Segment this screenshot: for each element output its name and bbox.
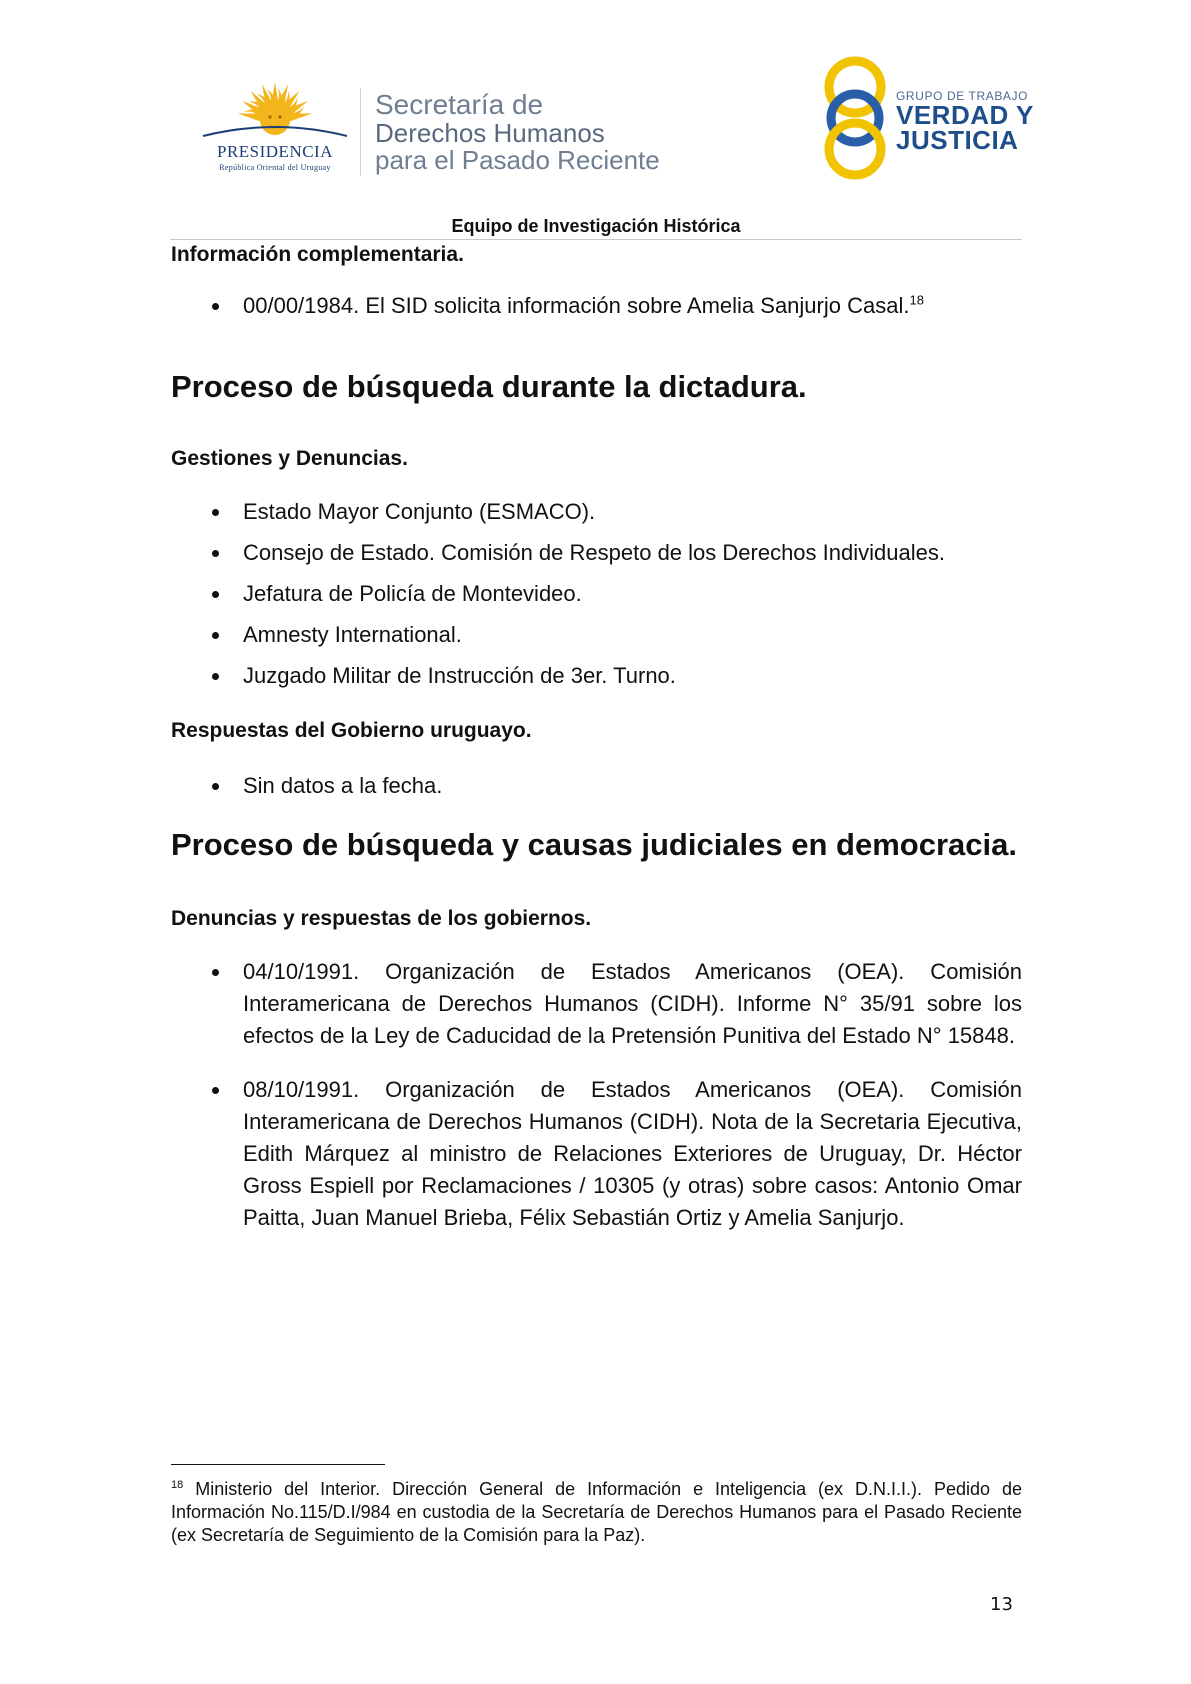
bullet-icon [212,550,219,557]
secretaria-logo-text [375,90,660,174]
footnote-text: Ministerio del Interior. Dirección General de Información e Inteligencia (ex D.N.I.I.). Pedido de Información No.115/D.I/984 en custodia de la Secretaría de Derechos Humanos para el Pasado Reciente (ex Secretaría de Seguimiento de la Comisión para la Paz). [171,1479,1022,1545]
list-item [171,290,1022,322]
gestion-text: Amnesty International. [243,622,462,647]
bullet-icon [212,783,219,790]
verdad-justicia-logo-text [896,89,1034,153]
list-item [171,956,1022,1052]
info-list [171,290,1022,322]
vyj-verdad-label: VERDAD Y [896,100,1034,130]
respuesta-text: Sin datos a la fecha. [243,773,443,798]
gestion-text: Estado Mayor Conjunto (ESMACO). [243,499,596,524]
list-item [171,1074,1022,1234]
info-item-text: 00/00/1984. El SID solicita información sobre Amelia Sanjurjo Casal. [243,293,910,318]
presidencia-word: PRESIDENCIA [216,142,333,161]
vyj-justicia-label: JUSTICIA [896,125,1019,155]
denuncias-heading: Denuncias y respuestas de los gobiernos. [171,907,592,930]
page-number: 13 [990,1594,1013,1615]
list-item [171,537,1022,569]
bullet-icon [212,673,219,680]
section-title-democracia: Proceso de búsqueda y causas judiciales en democracia. [171,827,1017,862]
gestion-text: Consejo de Estado. Comisión de Respeto de los Derechos Individuales. [243,540,945,565]
info-heading: Información complementaria. [171,243,464,266]
respuestas-list [171,770,1022,802]
secretaria-line-3: para el Pasado Reciente [375,145,660,175]
vyj-grupo-label: GRUPO DE TRABAJO [896,89,1029,103]
verdad-justicia-rings-icon [820,56,890,180]
bullet-icon [212,632,219,639]
list-item [171,578,1022,610]
list-item [171,660,1022,692]
list-item [171,619,1022,651]
secretaria-line-2: Derechos Humanos [375,118,605,148]
team-title: Equipo de Investigación Histórica [451,216,741,236]
list-item [171,770,1022,802]
section-title-dictadura: Proceso de búsqueda durante la dictadura. [171,369,807,404]
denuncia-text: 08/10/1991. Organización de Estados Americanos (OEA). Comisión Interamericana de Derechos Humanos (CIDH). Nota de la Secretaria Ejecutiva, Edith Márquez al ministro de Relaciones Exteriores de Uruguay, Dr. Héctor Gross Espiell por Reclamaciones / 10305 (y otras) sobre casos: Antonio Omar Paitta, Juan Manuel Brieba, Félix Sebastián Ortiz y Amelia Sanjurjo. [243,1077,1022,1230]
bullet-icon [212,1087,219,1094]
bullet-icon [212,969,219,976]
header-divider [360,88,361,176]
list-item [171,496,1022,528]
gestiones-heading: Gestiones y Denuncias. [171,447,408,470]
gestion-text: Jefatura de Policía de Montevideo. [243,581,582,606]
sun-emblem-icon [195,78,355,148]
denuncias-list [171,956,1022,1234]
gestiones-list [171,496,1022,692]
presidencia-logo [195,78,355,178]
footnote-ref[interactable]: 18 [909,292,924,308]
page-header [0,0,1191,215]
gestion-text: Juzgado Militar de Instrucción de 3er. Turno. [243,663,676,688]
presidencia-subtitle: República Oriental del Uruguay [219,163,331,172]
bullet-icon [212,509,219,516]
secretaria-line-1: Secretaría de [375,89,544,120]
footnote-number: 18 [171,1479,184,1491]
document-body [171,240,1022,1234]
footnote-separator [171,1464,385,1465]
bullet-icon [212,591,219,598]
bullet-icon [212,303,219,310]
respuestas-heading: Respuestas del Gobierno uruguayo. [171,719,532,742]
denuncia-text: 04/10/1991. Organización de Estados Americanos (OEA). Comisión Interamericana de Derechos Humanos (CIDH). Informe N° 35/91 sobre los efectos de la Ley de Caducidad de la Pretensión Punitiva del Estado N° 15848. [243,959,1022,1048]
footnote [171,1478,1022,1547]
